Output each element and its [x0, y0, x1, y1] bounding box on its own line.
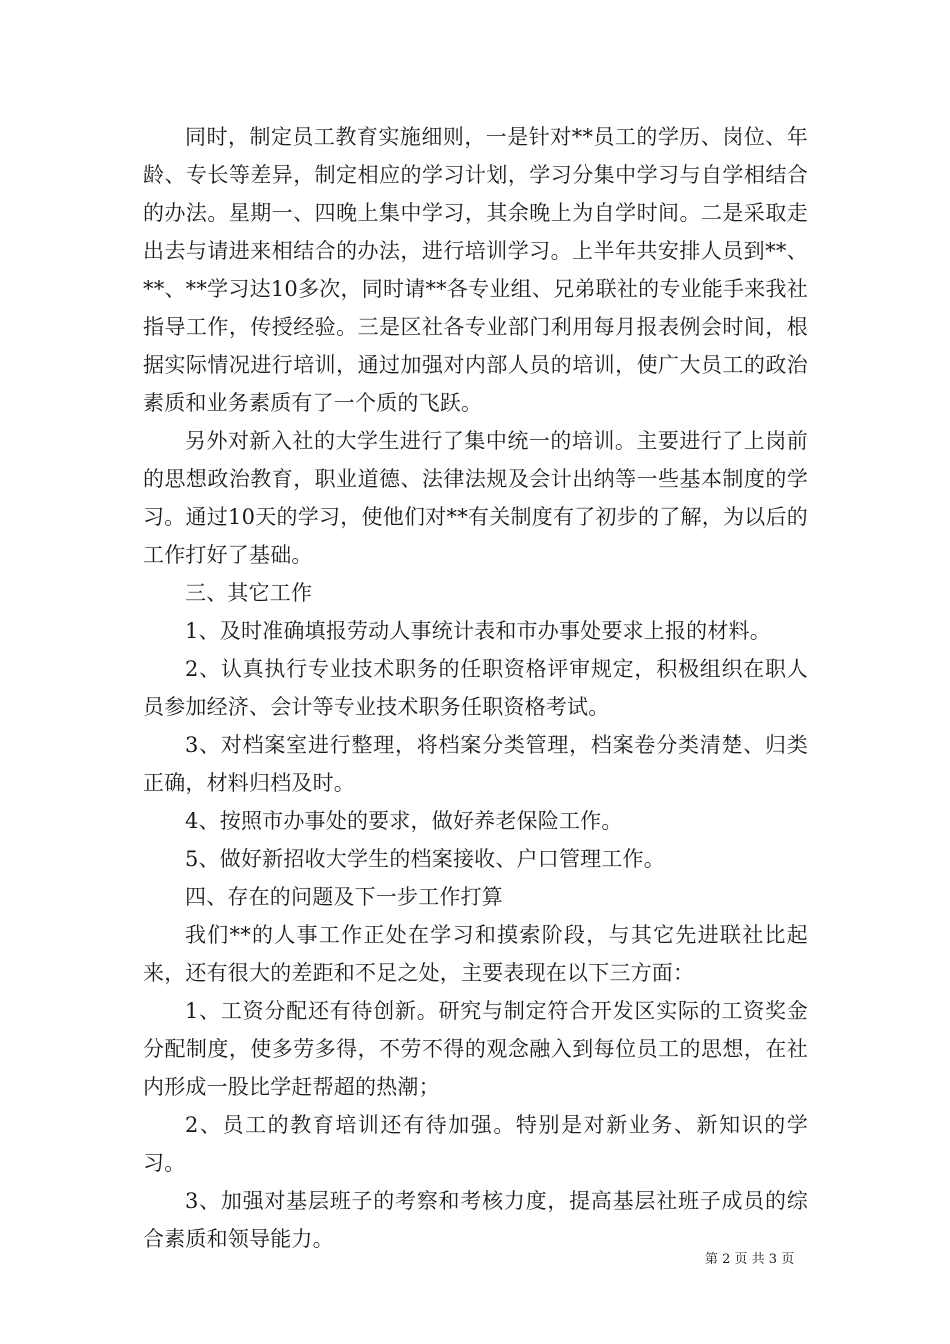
- list-item-statistics-report: 1、及时准确填报劳动人事统计表和市办事处要求上报的材料。: [185, 619, 771, 643]
- paragraph-problems-intro: 我们**的人事工作正处在学习和摸索阶段，与其它先进联社比起来，还有很大的差距和不足之处，主要表现在以下三方面：: [143, 923, 808, 985]
- paragraph-staff-education: 同时，制定员工教育实施细则，一是针对**员工的学历、岗位、年龄、专长等差异，制定相应的学习计划，学习分集中学习与自学相结合的办法。星期一、四晚上集中学习，其余晚上为自学时间。二是采取走出去与请进来相结合的办法，进行培训学习。上半年共安排人员到**、**、**学习达10多次，同时请**各专业组、兄弟联社的专业能手来我社指导工作，传授经验。三是区社各专业部门利用每月报表例会时间，根据实际情况进行培训，通过加强对内部人员的培训，使广大员工的政治素质和业务素质有了一个质的飞跃。: [143, 125, 808, 415]
- document-body: [143, 118, 808, 1258]
- list-item-archive-management: 3、对档案室进行整理，将档案分类管理，档案卷分类清楚、归类正确，材料归档及时。: [143, 733, 808, 795]
- section-heading-other-work: 三、其它工作: [185, 581, 313, 605]
- section-heading-problems-plans: 四、存在的问题及下一步工作打算: [185, 885, 503, 909]
- list-item-graduate-records: 5、做好新招收大学生的档案接收、户口管理工作。: [185, 847, 665, 871]
- paragraph-graduate-training: 另外对新入社的大学生进行了集中统一的培训。主要进行了上岗前的思想政治教育，职业道德、法律法规及会计出纳等一些基本制度的学习。通过10天的学习，使他们对**有关制度有了初步的了解，为以后的工作打好了基础。: [143, 429, 808, 567]
- list-item-leadership-review: 3、加强对基层班子的考察和考核力度，提高基层社班子成员的综合素质和领导能力。: [143, 1189, 808, 1251]
- list-item-staff-training: 2、员工的教育培训还有待加强。特别是对新业务、新知识的学习。: [143, 1113, 808, 1175]
- list-item-qualification-review: 2、认真执行专业技术职务的任职资格评审规定，积极组织在职人员参加经济、会计等专业技术职务任职资格考试。: [143, 657, 808, 719]
- list-item-pension-insurance: 4、按照市办事处的要求，做好养老保险工作。: [185, 809, 623, 833]
- page-number: 第 2 页 共 3 页: [705, 1252, 795, 1267]
- list-item-wage-distribution: 1、工资分配还有待创新。研究与制定符合开发区实际的工资奖金分配制度，使多劳多得，不劳不得的观念融入到每位员工的思想，在社内形成一股比学赶帮超的热潮；: [143, 999, 808, 1099]
